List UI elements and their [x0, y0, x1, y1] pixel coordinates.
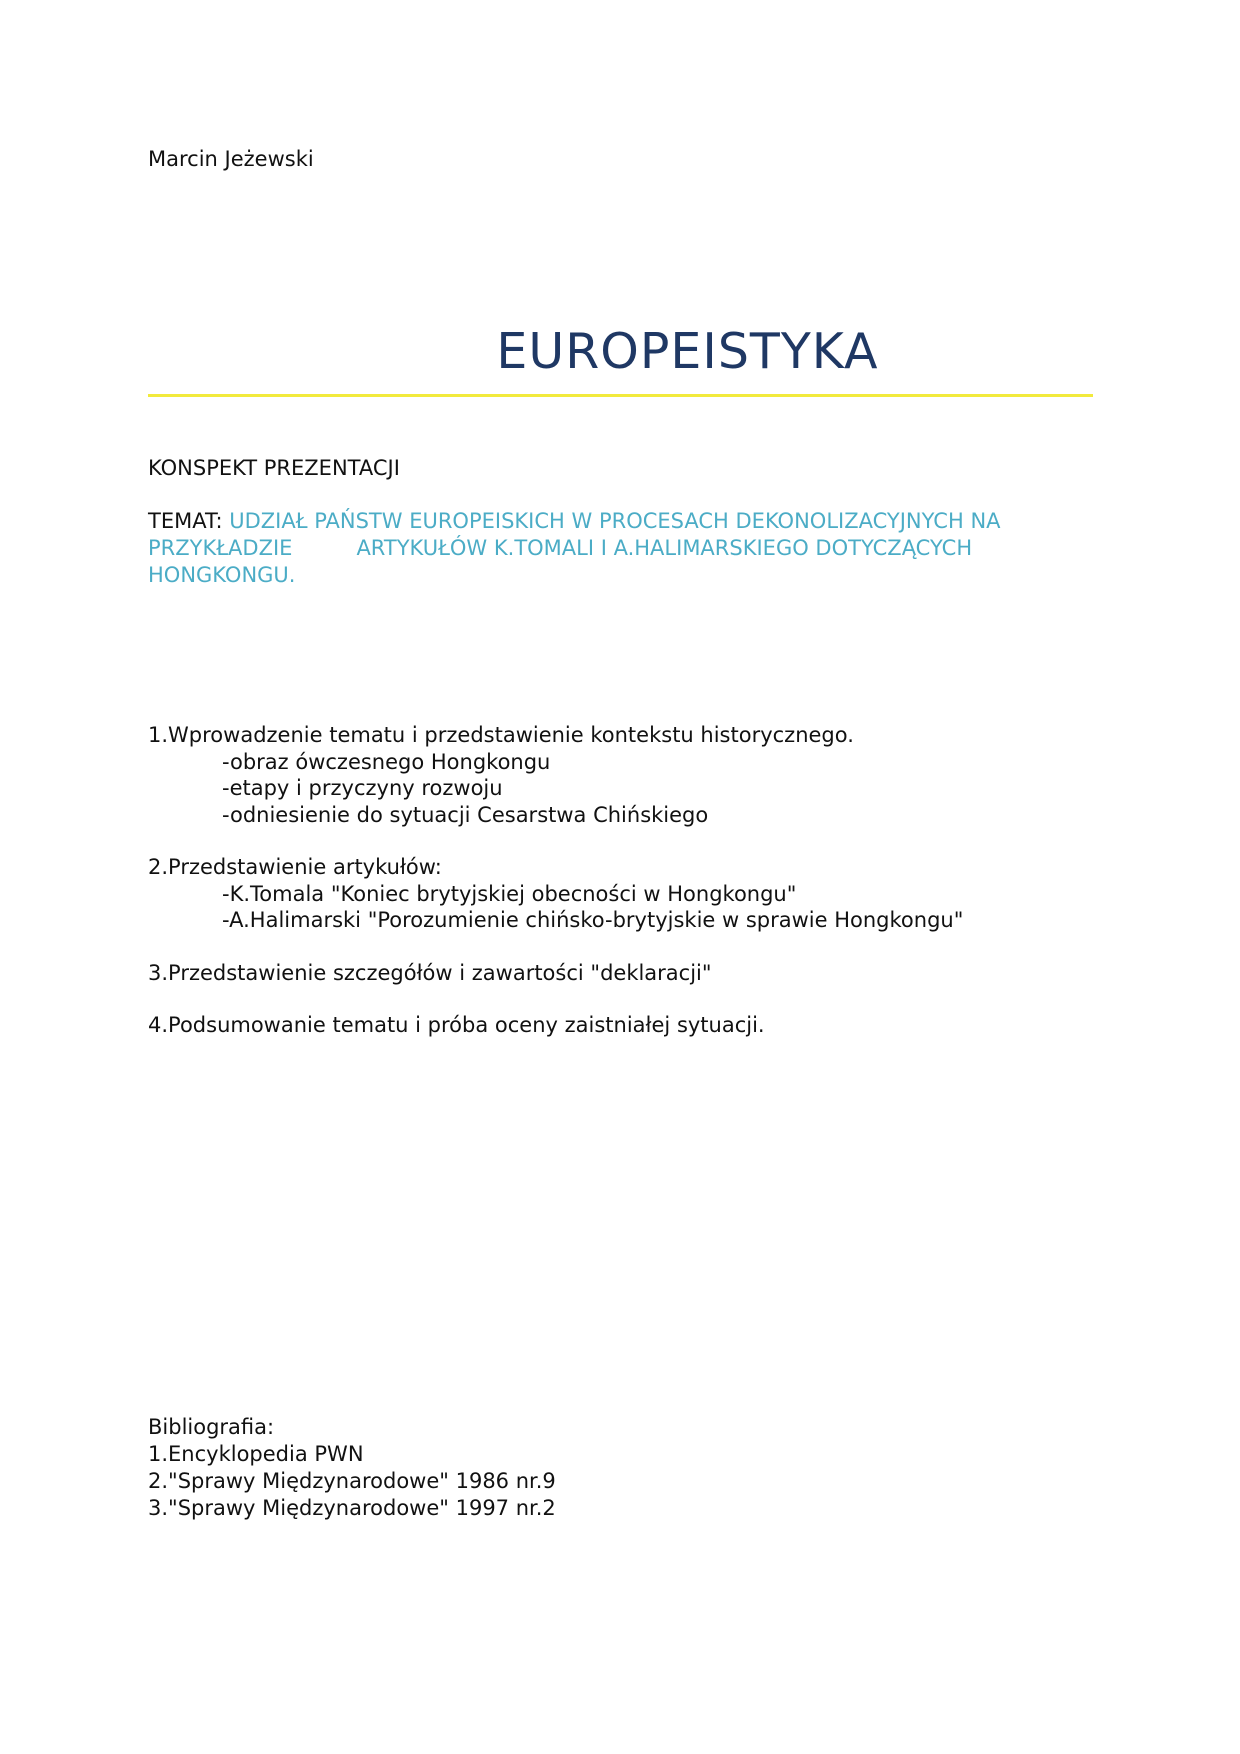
- outline-item: -A.Halimarski "Porozumienie chińsko-brytyjskie w sprawie Hongkongu": [222, 908, 964, 932]
- topic-line-2: [148, 535, 1098, 562]
- outline-item: -etapy i przyczyny rozwoju: [222, 776, 503, 800]
- outline-item: -odniesienie do sytuacji Cesarstwa Chińskiego: [222, 802, 709, 827]
- topic-line-1: [148, 508, 1098, 535]
- outline-section-2: [148, 854, 963, 934]
- document-subtitle: KONSPEKT PREZENTACJI: [148, 456, 400, 480]
- topic-text-line-1: UDZIAŁ PAŃSTW EUROPEISKICH W PROCESACH DEKONOLIZACYJNYCH NA: [229, 509, 1001, 533]
- author-name: Marcin Jeżewski: [148, 147, 314, 171]
- topic-line-3: HONGKONGU.: [148, 563, 296, 587]
- outline-heading: 1.Wprowadzenie tematu i przedstawienie kontekstu historycznego.: [148, 723, 854, 747]
- bibliography-item: 1.Encyklopedia PWN: [148, 1442, 364, 1466]
- outline-item: -obraz ówczesnego Hongkongu: [222, 749, 551, 774]
- topic-text-line-2a: PRZYKŁADZIE: [148, 536, 293, 560]
- outline-section-1: [148, 722, 963, 828]
- bibliography: [148, 1414, 556, 1522]
- presentation-outline: [148, 722, 963, 1065]
- topic-label: TEMAT:: [148, 509, 230, 533]
- document-title: EUROPEISTYKA: [496, 323, 879, 380]
- bibliography-item: 3."Sprawy Międzynarodowe" 1997 nr.2: [148, 1496, 556, 1520]
- topic-block: [148, 508, 1098, 589]
- outline-section-4: [148, 1012, 963, 1039]
- bibliography-heading: Bibliografia:: [148, 1415, 275, 1439]
- title-underline: [148, 394, 1093, 397]
- outline-heading: 3.Przedstawienie szczegółów i zawartości "deklaracji": [148, 960, 712, 985]
- bibliography-item: 2."Sprawy Międzynarodowe" 1986 nr.9: [148, 1469, 556, 1493]
- outline-item: -K.Tomala "Koniec brytyjskiej obecności w Hongkongu": [222, 881, 797, 906]
- outline-section-3: [148, 960, 963, 987]
- outline-heading: 4.Podsumowanie tematu i próba oceny zaistniałej sytuacji.: [148, 1013, 765, 1037]
- outline-heading: 2.Przedstawienie artykułów:: [148, 855, 442, 879]
- topic-text-line-2b: ARTYKUŁÓW K.TOMALI I A.HALIMARSKIEGO DOTYCZĄCYCH: [356, 536, 973, 560]
